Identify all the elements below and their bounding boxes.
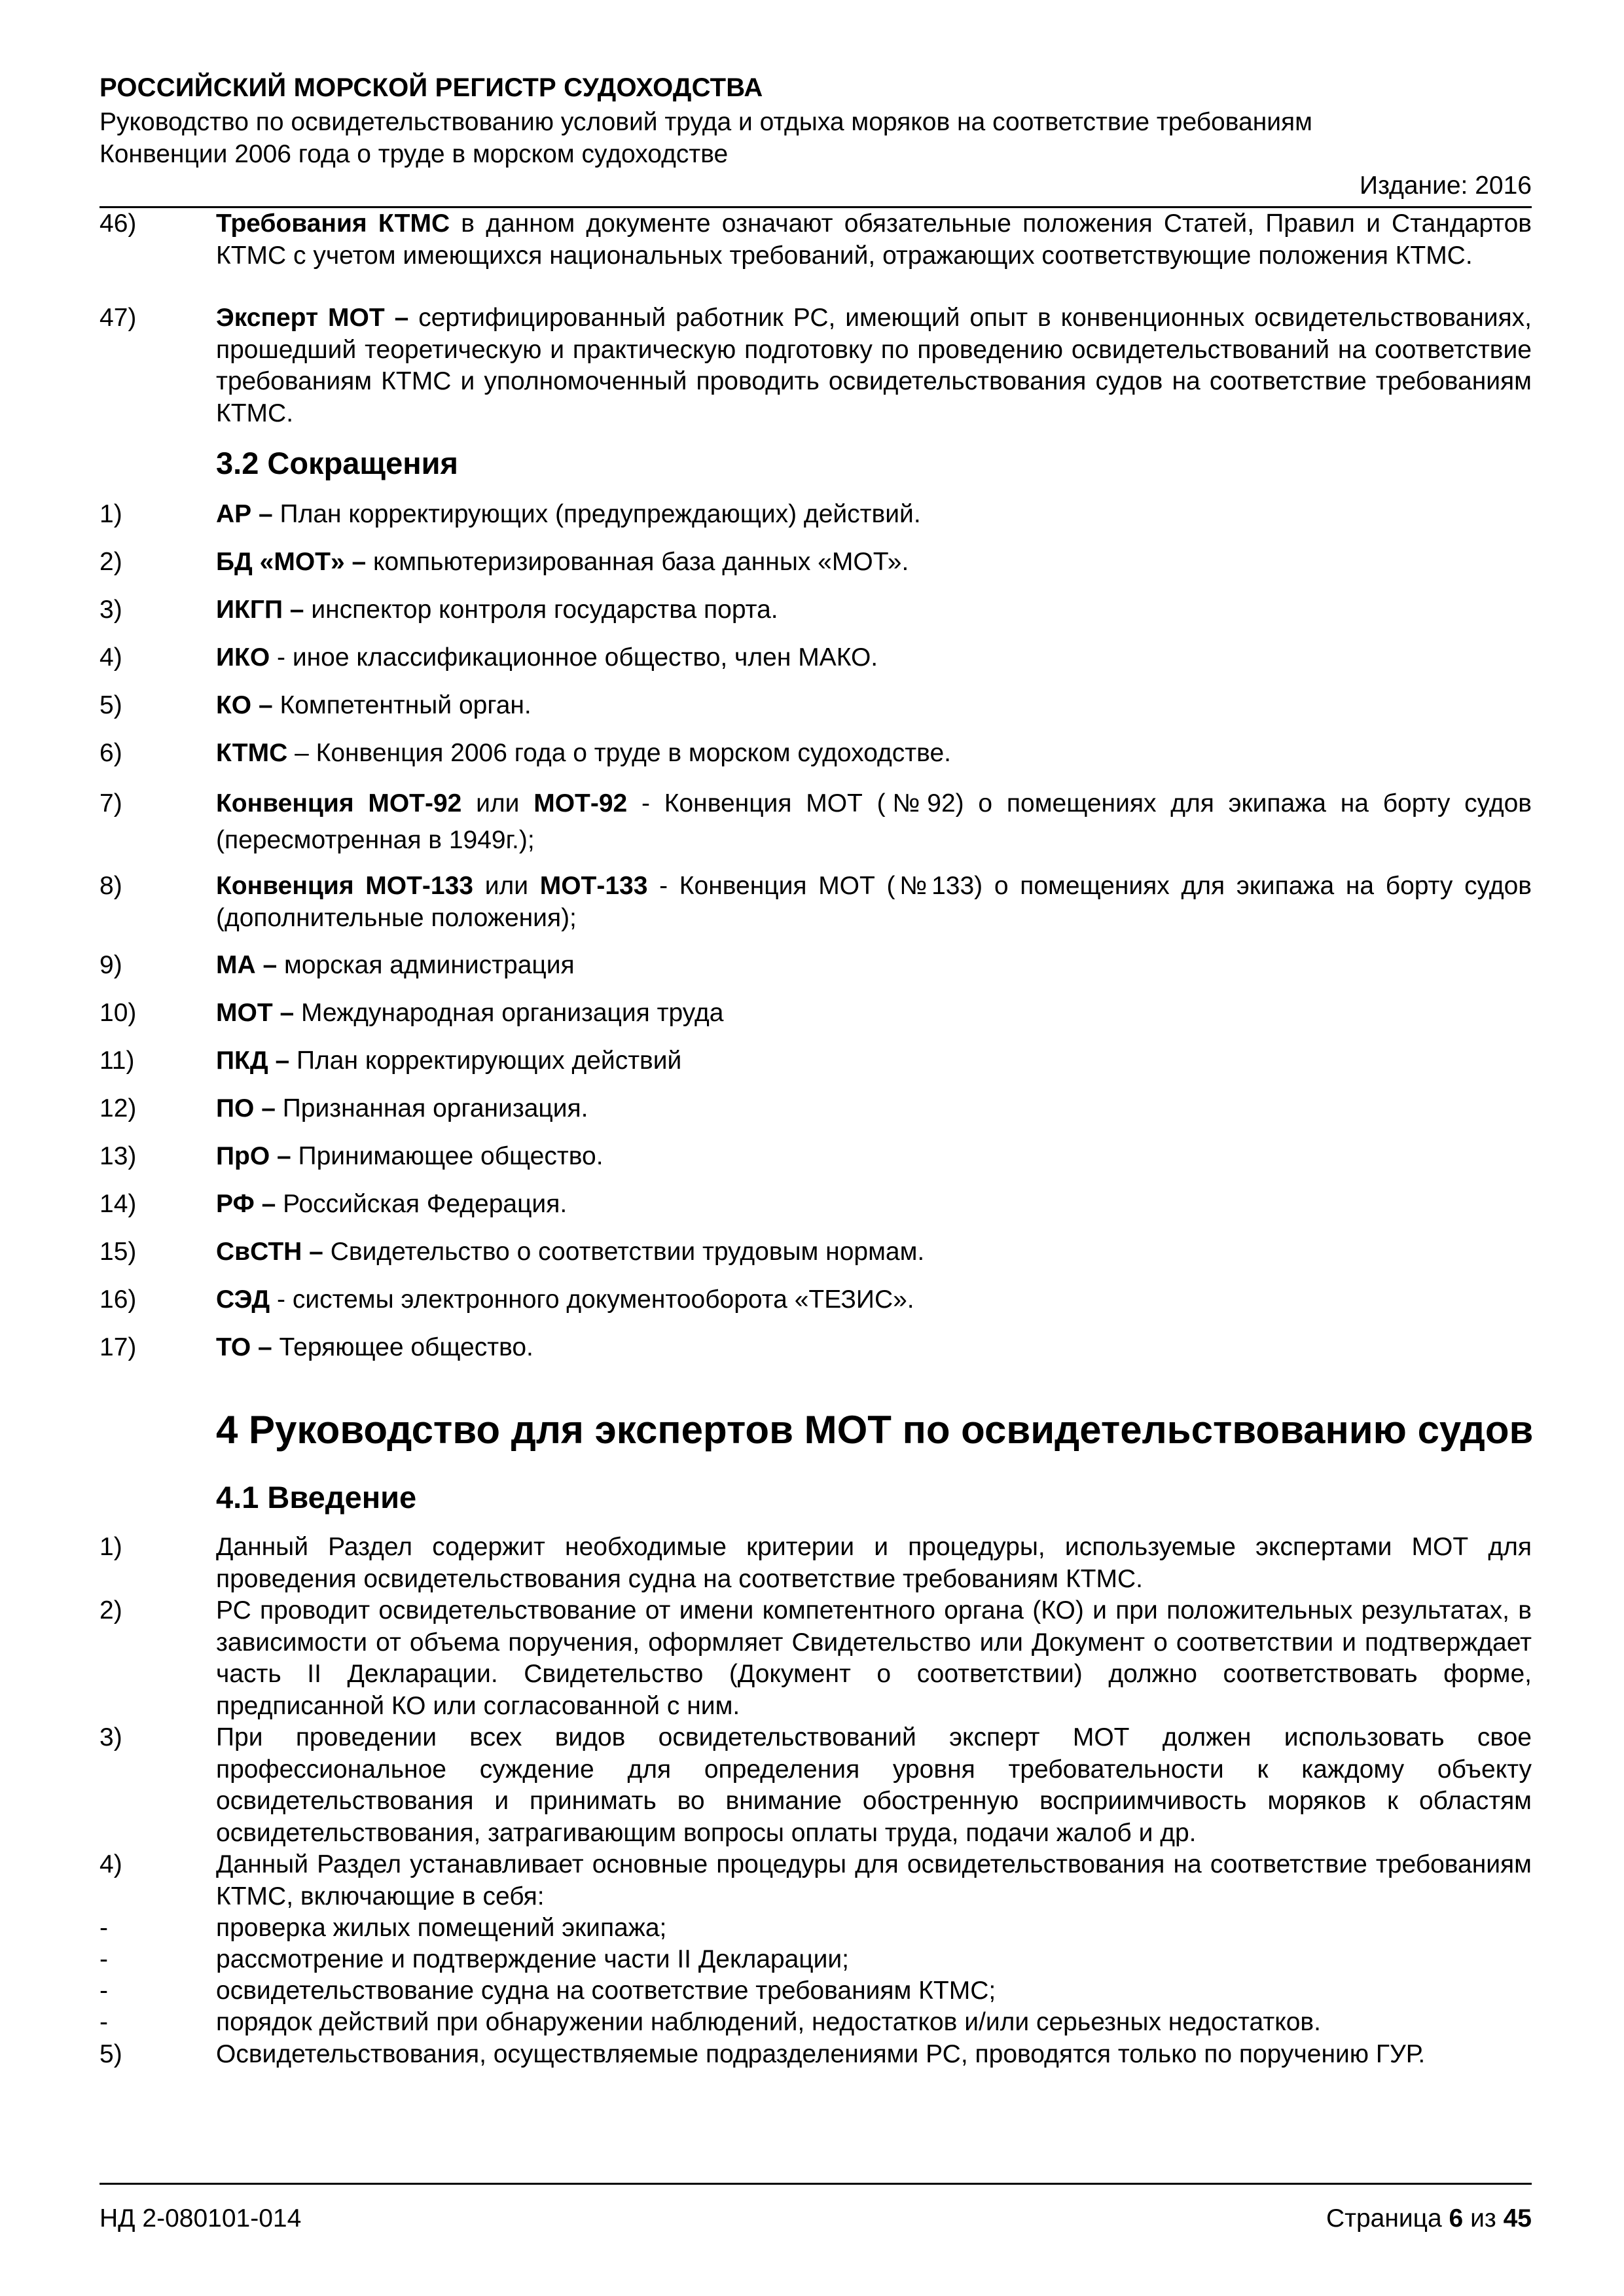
abbreviation-term-alt: МОТ-92 (533, 789, 628, 817)
abbreviation-term: ТО – (216, 1333, 272, 1361)
item-number: 12) (99, 1094, 137, 1122)
abbreviation-text: инспектор контроля государства порта. (304, 596, 778, 624)
list-item-text: порядок действий при обнаружении наблюдений, недостатков и/или серьезных недостатков. (216, 2008, 1321, 2036)
bullet-item (99, 2007, 1532, 2039)
abbreviation-item (99, 1141, 1532, 1173)
list-item-text: Данный Раздел содержит необходимые критерии и процедуры, используемые экспертами МОТ для проведения освидетельствования судна на соответствие требованиям КТМС. (216, 1533, 1532, 1593)
abbreviation-term: ПКД – (216, 1047, 290, 1075)
page-number: 6 (1449, 2204, 1464, 2233)
item-number: 5) (99, 691, 122, 719)
document-title-line-2: Конвенции 2006 года о труде в морском судоходстве (99, 140, 729, 168)
abbreviation-term: ПО – (216, 1094, 276, 1122)
definition-text: сертифицированный работник РС, имеющий опыт в конвенционных освидетельствованиях, прошедший теоретическую и практическую подготовку по проведению освидетельствований на соответствие требованиям КТМС и уполномоченный проводить освидетельствования судов на соответствие требованиям КТМС. (216, 304, 1532, 427)
abbreviation-term: КТМС (216, 739, 288, 767)
abbreviation-term: СвСТН – (216, 1238, 323, 1266)
abbreviation-text: Компетентный орган. (272, 691, 532, 719)
bullet-dash: - (99, 2008, 108, 2036)
item-number: 3) (99, 1723, 122, 1751)
bullet-item (99, 1975, 1532, 2007)
page-total: 45 (1503, 2204, 1532, 2233)
abbreviation-item (99, 738, 1532, 770)
item-number: 14) (99, 1190, 137, 1218)
item-number: 5) (99, 2040, 122, 2068)
definition-text: в данном документе означают обязательные положения Статей, Правил и Стандартов КТМС с учетом имеющихся национальных требований, отражающих соответствующие положения КТМС. (216, 209, 1532, 270)
item-number: 4) (99, 1850, 122, 1878)
definition-term: Эксперт МОТ – (216, 304, 409, 332)
bullet-dash: - (99, 1914, 108, 1942)
definition-item (99, 208, 1532, 272)
list-item-text: РС проводит освидетельствование от имени компетентного органа (КО) и при положительных результатах, в зависимости от объема поручения, оформляет Свидетельство или Документ о соответствии и подтверждает часть II Декларации. Свидетельство (Документ о соответствии) должно соответствовать форме, предписанной КО или согласованной с ним. (216, 1596, 1532, 1720)
abbreviation-item (99, 690, 1532, 722)
list-item (99, 1849, 1532, 1912)
bullet-dash: - (99, 1977, 108, 2005)
list-item (99, 1722, 1532, 1849)
list-item (99, 2039, 1532, 2071)
abbreviation-item (99, 870, 1532, 934)
abbreviation-term: Конвенция МОТ-133 (216, 872, 473, 900)
definition-item (99, 302, 1532, 429)
abbreviation-item (99, 1236, 1532, 1268)
item-number: 16) (99, 1285, 137, 1314)
abbreviation-item (99, 950, 1532, 982)
abbreviation-term: АР – (216, 500, 273, 528)
page-indicator (1326, 2204, 1532, 2233)
document-title-line-1: Руководство по освидетельствованию условий труда и отдыха моряков на соответствие требованиям (99, 108, 1312, 136)
footer-divider (99, 2183, 1532, 2185)
abbreviation-term-alt: МОТ-133 (539, 872, 648, 900)
abbreviation-item (99, 499, 1532, 531)
document-code: НД 2-080101-014 (99, 2204, 302, 2233)
list-item-text: проверка жилых помещений экипажа; (216, 1914, 667, 1942)
abbreviation-text: Российская Федерация. (276, 1190, 568, 1218)
abbreviation-text: Свидетельство о соответствии трудовым нормам. (323, 1238, 925, 1266)
abbreviation-text: - иное классификационное общество, член МАКО. (270, 643, 878, 672)
item-number: 10) (99, 999, 137, 1027)
abbreviation-item (99, 547, 1532, 579)
item-number: 4) (99, 643, 122, 672)
item-number: 3) (99, 596, 122, 624)
item-number: 9) (99, 951, 122, 979)
item-number: 8) (99, 872, 122, 900)
abbreviation-text: - системы электронного документооборота «ТЕЗИС». (270, 1285, 914, 1314)
abbreviation-text: Принимающее общество. (291, 1142, 604, 1170)
bullet-item (99, 1912, 1532, 1945)
item-number: 6) (99, 739, 122, 767)
abbreviation-term: БД «МОТ» – (216, 548, 367, 576)
abbreviation-text: компьютеризированная база данных «МОТ». (366, 548, 909, 576)
abbreviation-item (99, 1189, 1532, 1221)
abbreviation-item (99, 1093, 1532, 1125)
list-item-text: Данный Раздел устанавливает основные процедуры для освидетельствования на соответствие требованиям КТМС, включающие в себя: (216, 1850, 1532, 1910)
page-of-label: из (1470, 2204, 1496, 2233)
item-number: 15) (99, 1238, 137, 1266)
edition-label: Издание: 2016 (1360, 171, 1532, 200)
item-number: 17) (99, 1333, 137, 1361)
abbreviation-term: ПрО – (216, 1142, 291, 1170)
abbreviation-item (99, 997, 1532, 1030)
abbreviation-text: – Конвенция 2006 года о труде в морском судоходстве. (287, 739, 951, 767)
item-number: 47) (99, 304, 137, 332)
abbreviation-term: Конвенция МОТ-92 (216, 789, 462, 817)
abbreviation-item (99, 642, 1532, 674)
page-label: Страница (1326, 2204, 1442, 2233)
abbreviation-term: ИКО (216, 643, 270, 672)
section-heading-4: 4 Руководство для экспертов МОТ по освидетельствованию судов (216, 1408, 1534, 1452)
item-number: 11) (99, 1047, 135, 1075)
section-heading-introduction: 4.1 Введение (216, 1480, 417, 1515)
abbreviation-text: План корректирующих (предупреждающих) действий. (272, 500, 921, 528)
list-item (99, 1595, 1532, 1722)
abbreviation-text: - Конвенция МОТ (№133) о помещениях для экипажа на борту судов (дополнительные положения); (216, 872, 1532, 932)
abbreviation-term: ИКГП – (216, 596, 304, 624)
abbreviation-item (99, 1284, 1532, 1316)
abbreviation-text: - Конвенция МОТ (№92) о помещениях для экипажа на борту судов (пересмотренная в 1949г.); (216, 789, 1532, 854)
definition-term: Требования КТМС (216, 209, 450, 238)
bullet-item (99, 1944, 1532, 1976)
abbreviation-item (99, 785, 1532, 859)
abbreviation-connector: или (461, 789, 534, 817)
item-number: 46) (99, 209, 137, 238)
list-item-text: Освидетельствования, осуществляемые подразделениями РС, проводятся только по поручению ГУР. (216, 2040, 1426, 2068)
abbreviation-item (99, 594, 1532, 626)
item-number: 7) (99, 789, 122, 817)
list-item-text: При проведении всех видов освидетельствований эксперт МОТ должен использовать свое профессиональное суждение для определения уровня требовательности к каждому объекту освидетельствования и принимать во внимание обостренную восприимчивость моряков к областям освидетельствования, затрагивающим вопросы оплаты труда, подачи жалоб и др. (216, 1723, 1532, 1847)
item-number: 1) (99, 500, 122, 528)
item-number: 2) (99, 548, 122, 576)
abbreviation-term: МОТ – (216, 999, 295, 1027)
abbreviation-connector: или (473, 872, 540, 900)
item-number: 13) (99, 1142, 137, 1170)
abbreviation-text: План корректирующих действий (289, 1047, 682, 1075)
section-heading-abbreviations: 3.2 Сокращения (216, 446, 458, 480)
bullet-dash: - (99, 1945, 108, 1973)
abbreviation-text: Международная организация труда (294, 999, 724, 1027)
abbreviation-text: Теряющее общество. (272, 1333, 533, 1361)
item-number: 1) (99, 1533, 122, 1561)
abbreviation-text: Признанная организация. (275, 1094, 588, 1122)
list-item-text: рассмотрение и подтверждение части II Декларации; (216, 1945, 850, 1973)
item-number: 2) (99, 1596, 122, 1624)
abbreviation-term: РФ – (216, 1190, 276, 1218)
abbreviation-item (99, 1045, 1532, 1077)
organization-name: РОССИЙСКИЙ МОРСКОЙ РЕГИСТР СУДОХОДСТВА (99, 73, 763, 102)
abbreviation-term: СЭД (216, 1285, 270, 1314)
abbreviation-item (99, 1332, 1532, 1364)
abbreviation-term: КО – (216, 691, 273, 719)
abbreviation-term: МА – (216, 951, 278, 979)
list-item-text: освидетельствование судна на соответствие требованиям КТМС; (216, 1977, 996, 2005)
abbreviation-text: морская администрация (277, 951, 575, 979)
list-item (99, 1532, 1532, 1595)
